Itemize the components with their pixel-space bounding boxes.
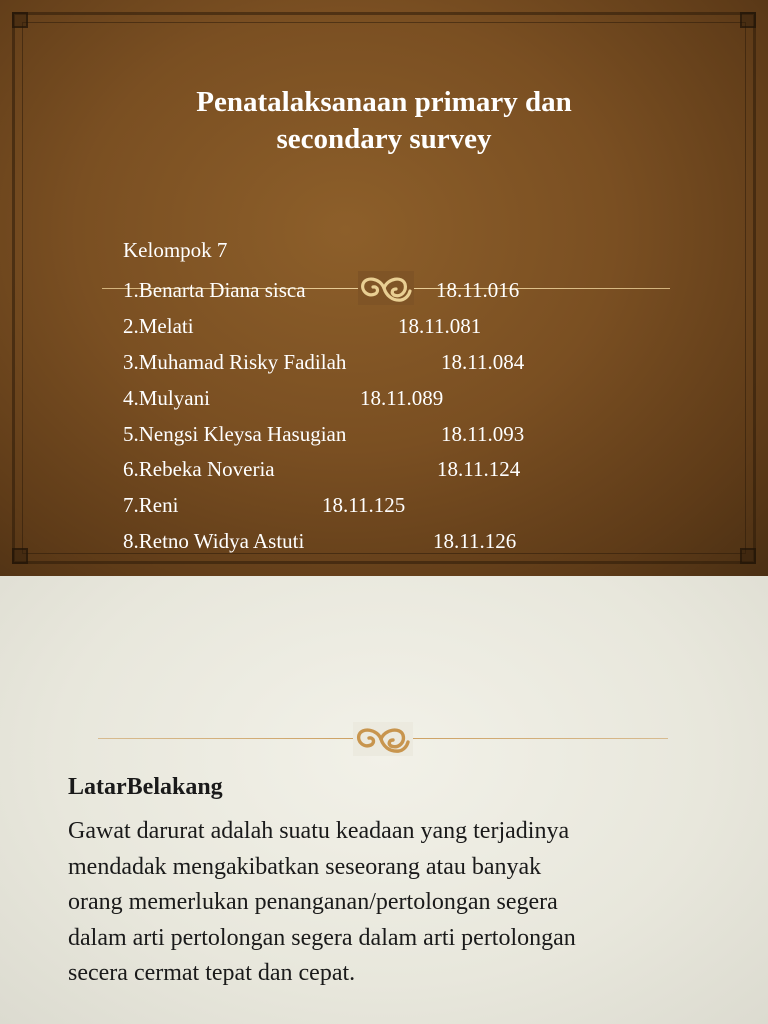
member-nim: 18.11.124 (437, 457, 521, 481)
member-name: 1.Benarta Diana sisca (123, 278, 306, 302)
member-name: 2.Melati (123, 314, 194, 338)
flourish-ornament-icon (353, 722, 413, 756)
member-row-3 (123, 349, 525, 375)
member-row-6 (123, 456, 521, 482)
frame-corner-bottom-left (12, 548, 28, 564)
member-nim: 18.11.016 (436, 278, 520, 302)
body-line-4: dalam arti pertolongan segera dalam arti pertolongan (68, 924, 576, 951)
member-name: 3.Muhamad Risky Fadilah (123, 350, 347, 374)
member-row-1 (123, 277, 520, 303)
body-line-1: Gawat darurat adalah suatu keadaan yang terjadinya (68, 818, 570, 844)
member-row-5 (123, 421, 525, 447)
body-line-3: orang memerlukan penanganan/pertolongan segera (68, 889, 558, 915)
flourish-ornament-icon (358, 271, 414, 305)
member-row-8 (123, 528, 517, 554)
frame-corner-bottom-right (740, 548, 756, 564)
group-label: Kelompok 7 (123, 238, 228, 262)
member-nim: 18.11.089 (360, 386, 444, 410)
member-row-2 (123, 313, 482, 339)
slide-title (84, 84, 684, 158)
frame-corner-top-right (740, 12, 756, 28)
section-heading: LatarBelakang (68, 774, 223, 800)
member-name: 4.Mulyani (123, 386, 210, 410)
background-slide (0, 576, 768, 1024)
member-name: 8.Retno Widya Astuti (123, 529, 305, 553)
member-name: 5.Nengsi Kleysa Hasugian (123, 422, 347, 446)
member-nim: 18.11.125 (322, 493, 406, 517)
body-line-2: mendadak mengakibatkan seseorang atau banyak (68, 853, 542, 880)
member-nim: 18.11.084 (441, 350, 525, 374)
member-nim: 18.11.126 (433, 529, 517, 553)
member-nim: 18.11.081 (398, 314, 482, 338)
member-row-7 (123, 492, 406, 518)
body-paragraph (68, 814, 728, 992)
slide-title-line-1: Penatalaksanaan primary dan (196, 86, 572, 118)
slide-title-line-2: secondary survey (276, 123, 492, 155)
body-line-5: secera cermat tepat dan cepat. (68, 960, 356, 986)
member-name: 6.Rebeka Noveria (123, 457, 275, 481)
member-row-4 (123, 385, 444, 411)
member-nim: 18.11.093 (441, 422, 525, 446)
member-name: 7.Reni (123, 493, 179, 517)
frame-corner-top-left (12, 12, 28, 28)
